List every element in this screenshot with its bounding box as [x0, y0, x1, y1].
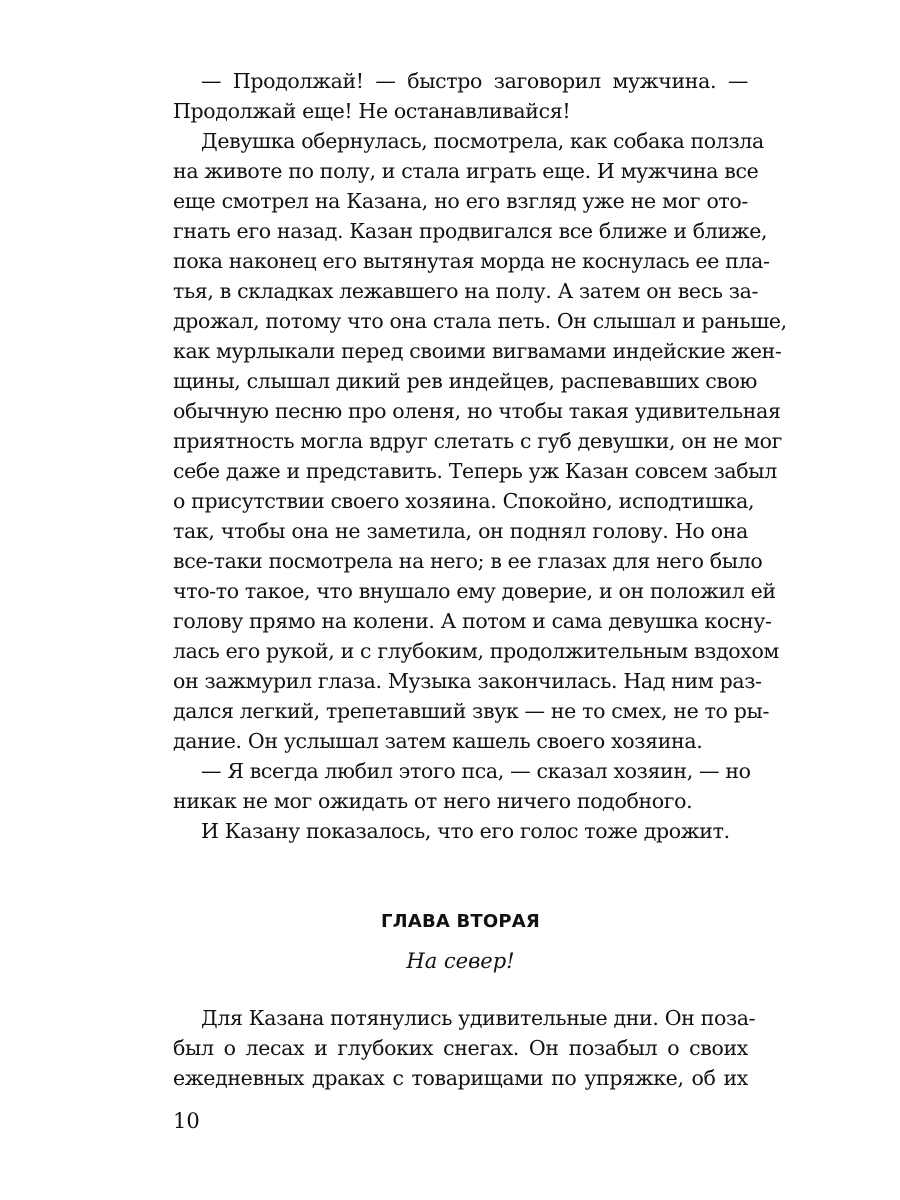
chapter-heading: ГЛАВА ВТОРАЯ	[381, 911, 540, 932]
text-line: был о лесах и глубоких снегах. Он позабыл о своих	[173, 1036, 748, 1060]
text-line: голову прямо на колени. А потом и сама девушка косну-	[173, 609, 772, 633]
text-line: дание. Он услышал затем кашель своего хозяина.	[173, 729, 703, 753]
text-line: никак не мог ожидать от него ничего подобного.	[173, 789, 693, 813]
text-line: о присутствии своего хозяина. Спокойно, исподтишка,	[173, 489, 755, 513]
text-line: Продолжай еще! Не останавливайся!	[173, 99, 571, 123]
text-line: себе даже и представить. Теперь уж Казан совсем забыл	[173, 459, 777, 483]
text-line: пока наконец его вытянутая морда не коснулась ее пла-	[173, 249, 770, 273]
text-line: лась его рукой, и с глубоким, продолжительным вздохом	[173, 639, 780, 663]
text-line: как мурлыкали перед своими вигвамами индейские жен-	[173, 339, 782, 363]
text-line: тья, в складках лежавшего на полу. А затем он весь за-	[173, 279, 759, 303]
chapter-title: На север!	[406, 949, 515, 973]
text-line: И Казану показалось, что его голос тоже дрожит.	[201, 819, 730, 843]
text-line: еще смотрел на Казана, но его взгляд уже не мог ото-	[173, 189, 748, 213]
text-line: дрожал, потому что она стала петь. Он слышал и раньше,	[173, 309, 787, 333]
text-line: он зажмурил глаза. Музыка закончилась. Над ним раз-	[173, 669, 762, 693]
text-line: так, чтобы она не заметила, он поднял голову. Но она	[173, 519, 748, 543]
text-line: гнать его назад. Казан продвигался все ближе и ближе,	[173, 219, 768, 243]
text-line: Для Казана потянулись удивительные дни. Он поза-	[201, 1006, 756, 1030]
text-line: щины, слышал дикий рев индейцев, распевавших свою	[173, 369, 758, 393]
text-line: приятность могла вдруг слетать с губ девушки, он не мог	[173, 429, 783, 453]
text-line: обычную песню про оленя, но чтобы такая удивительная	[173, 399, 781, 423]
text-line: что-то такое, что внушало ему доверие, и он положил ей	[173, 579, 776, 603]
body-text-top	[173, 66, 787, 846]
text-line: — Продолжай! — быстро заговорил мужчина. —	[201, 69, 748, 93]
text-line: все-таки посмотрела на него; в ее глазах для него было	[173, 549, 763, 573]
text-line: — Я всегда любил этого пса, — сказал хозяин, — но	[201, 759, 751, 783]
body-text-bottom	[173, 1003, 756, 1093]
page-number: 10	[173, 1109, 200, 1133]
text-line: на животе по полу, и стала играть еще. И мужчина все	[173, 159, 759, 183]
text-line: ежедневных драках с товарищами по упряжке, об их	[173, 1066, 748, 1090]
text-line: дался легкий, трепетавший звук — не то смех, не то ры-	[173, 699, 770, 723]
text-line: Девушка обернулась, посмотрела, как собака ползла	[201, 129, 764, 153]
